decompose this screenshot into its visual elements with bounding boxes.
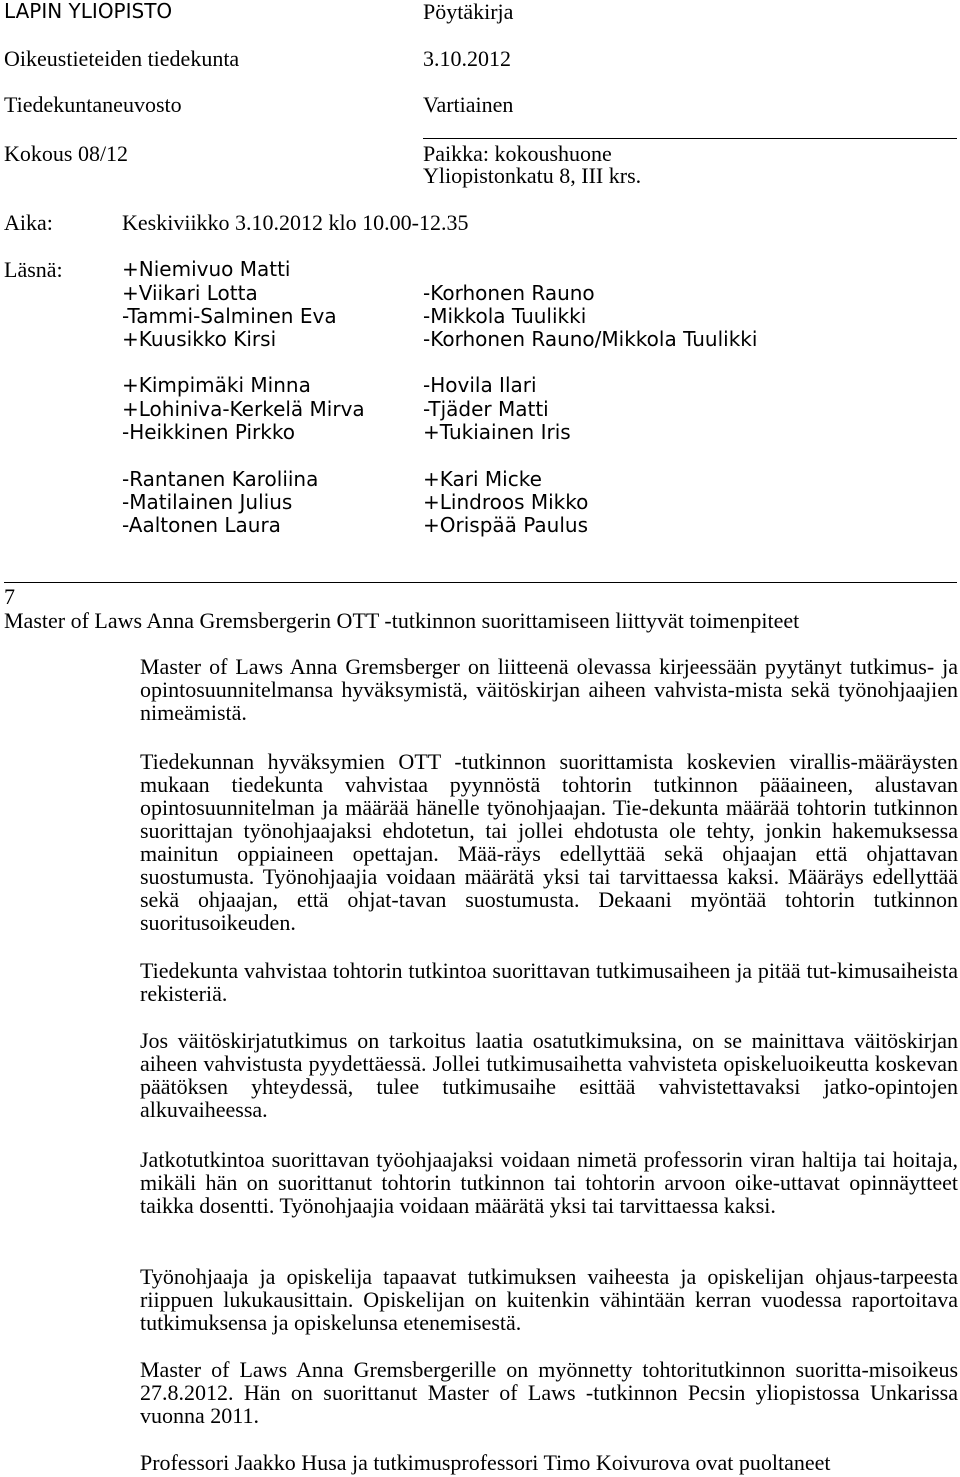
- paragraph: Master of Laws Anna Gremsberger on liitteenä olevassa kirjeessään pyytänyt tutkimus- ja opintosuunnitelmansa hyväksymistä, väitöskirjan aiheen vahvista-mista sekä työnohjaajien nimeämistä.: [140, 654, 958, 725]
- attendee: +Lohiniva-Kerkelä Mirva: [122, 397, 365, 421]
- attendee: +Viikari Lotta: [122, 281, 258, 305]
- document-type: Pöytäkirja: [423, 0, 514, 24]
- paragraph: Jatkotutkintoa suorittavan työohjaajaksi voidaan nimetä professorin viran haltija tai hoitaja, mikäli hän on suorittanut tohtorin tutkinnon tai tohtorin arvoon oike-uttavat opinnäytteet taikka dosentti. Työnohjaajia voidaan määrätä yksi tai tarvittaessa kaksi.: [140, 1147, 958, 1218]
- attendee: +Niemivuo Matti: [122, 257, 291, 281]
- attendee: -Korhonen Rauno: [423, 281, 595, 305]
- document-status: Vartiainen: [423, 92, 514, 117]
- paragraph: Jos väitöskirjatutkimus on tarkoitus laatia osatutkimuksina, on se mainittava väitöskirjan aiheen vahvistusta pyydettäessä. Jollei tutkimusaihetta vahvisteta opiskeluoikeutta koskevan päätöksen yhteydessä, tulee tutkimusaihe esittää vahvistettavaksi jatko-opintojen alkuvaiheessa.: [140, 1028, 958, 1122]
- attendee: +Lindroos Mikko: [423, 490, 589, 514]
- attendee: -Heikkinen Pirkko: [122, 420, 295, 444]
- attendee: -Rantanen Karoliina: [122, 467, 319, 491]
- paragraph: Tiedekunta vahvistaa tohtorin tutkintoa suorittavan tutkimusaiheen ja pitää tut-kimusaiheista rekisteriä.: [140, 958, 958, 1006]
- meeting-address: Yliopistonkatu 8, III krs.: [423, 163, 642, 188]
- attendee: -Tjäder Matti: [423, 397, 549, 421]
- attendee: +Kuusikko Kirsi: [122, 327, 277, 351]
- university-name: LAPIN YLIOPISTO: [4, 0, 173, 23]
- paragraph: Master of Laws Anna Gremsbergerille on myönnetty tohtoritutkinnon suoritta-misoikeus 27.8.2012. Hän on suorittanut Master of Laws -tutkinnon Pecsin yliopistossa Unkarissa vuonna 2011.: [140, 1357, 958, 1428]
- time-value: Keskiviikko 3.10.2012 klo 10.00-12.35: [122, 210, 469, 235]
- meeting-place: Paikka: kokoushuone: [423, 141, 612, 166]
- governing-body: Tiedekuntaneuvosto: [4, 92, 182, 117]
- attendee: -Tammi-Salminen Eva: [122, 304, 337, 328]
- item-number: 7: [4, 584, 15, 609]
- paragraph: Professori Jaakko Husa ja tutkimusprofessori Timo Koivurova ovat puoltaneet: [140, 1450, 831, 1475]
- item-title: Master of Laws Anna Gremsbergerin OTT -tutkinnon suorittamiseen liittyvät toimenpiteet: [4, 608, 800, 633]
- present-label: Läsnä:: [4, 257, 63, 282]
- paragraph: Työnohjaaja ja opiskelija tapaavat tutkimuksen vaiheesta ja opiskelijan ohjaus-tarpeesta riippuen lukukausittain. Opiskelijan on kuitenkin vähintään kerran vuodessa raportoitava tutkimuksensa ja opiskelunsa etenemisestä.: [140, 1264, 958, 1335]
- time-label: Aika:: [4, 210, 53, 235]
- meeting-number: Kokous 08/12: [4, 141, 129, 166]
- attendee: -Mikkola Tuulikki: [423, 304, 587, 328]
- attendee: -Aaltonen Laura: [122, 513, 281, 537]
- meeting-date: 3.10.2012: [423, 46, 511, 71]
- attendee: +Orispää Paulus: [423, 513, 589, 537]
- header-rule: [423, 138, 957, 139]
- attendee: +Kimpimäki Minna: [122, 373, 311, 397]
- faculty-name: Oikeustieteiden tiedekunta: [4, 46, 240, 71]
- attendee: -Korhonen Rauno/Mikkola Tuulikki: [423, 327, 758, 351]
- item-rule: [4, 582, 957, 583]
- attendee: +Tukiainen Iris: [423, 420, 571, 444]
- paragraph: Tiedekunnan hyväksymien OTT -tutkinnon suorittamista koskevien virallis-määräysten mukaan tiedekunta vahvistaa pyynnöstä tohtorin tutkinnon pääaineen, alustavan opintosuunnitelman ja määrää hänelle työnohjaajan. Tie-dekunta määrää tohtorin tutkinnon suorittajan työnohjaajaksi ehdotetun, tai jollei ehdotusta ole tehty, jonkin hakemuksessa mainitun oppiaineen opettajan. Mää-räys edellyttää sekä ohjaajan että ohjattavan suostumusta. Työnohjaajia voidaan määrätä yksi tai tarvittaessa kaksi. Määräys edellyttää sekä ohjaajan, että ohjat-tavan suostumusta. Dekaani myöntää tohtorin tutkinnon suoritusoikeuden.: [140, 749, 958, 935]
- attendee: +Kari Micke: [423, 467, 542, 491]
- attendee: -Hovila Ilari: [423, 373, 537, 397]
- attendee: -Matilainen Julius: [122, 490, 293, 514]
